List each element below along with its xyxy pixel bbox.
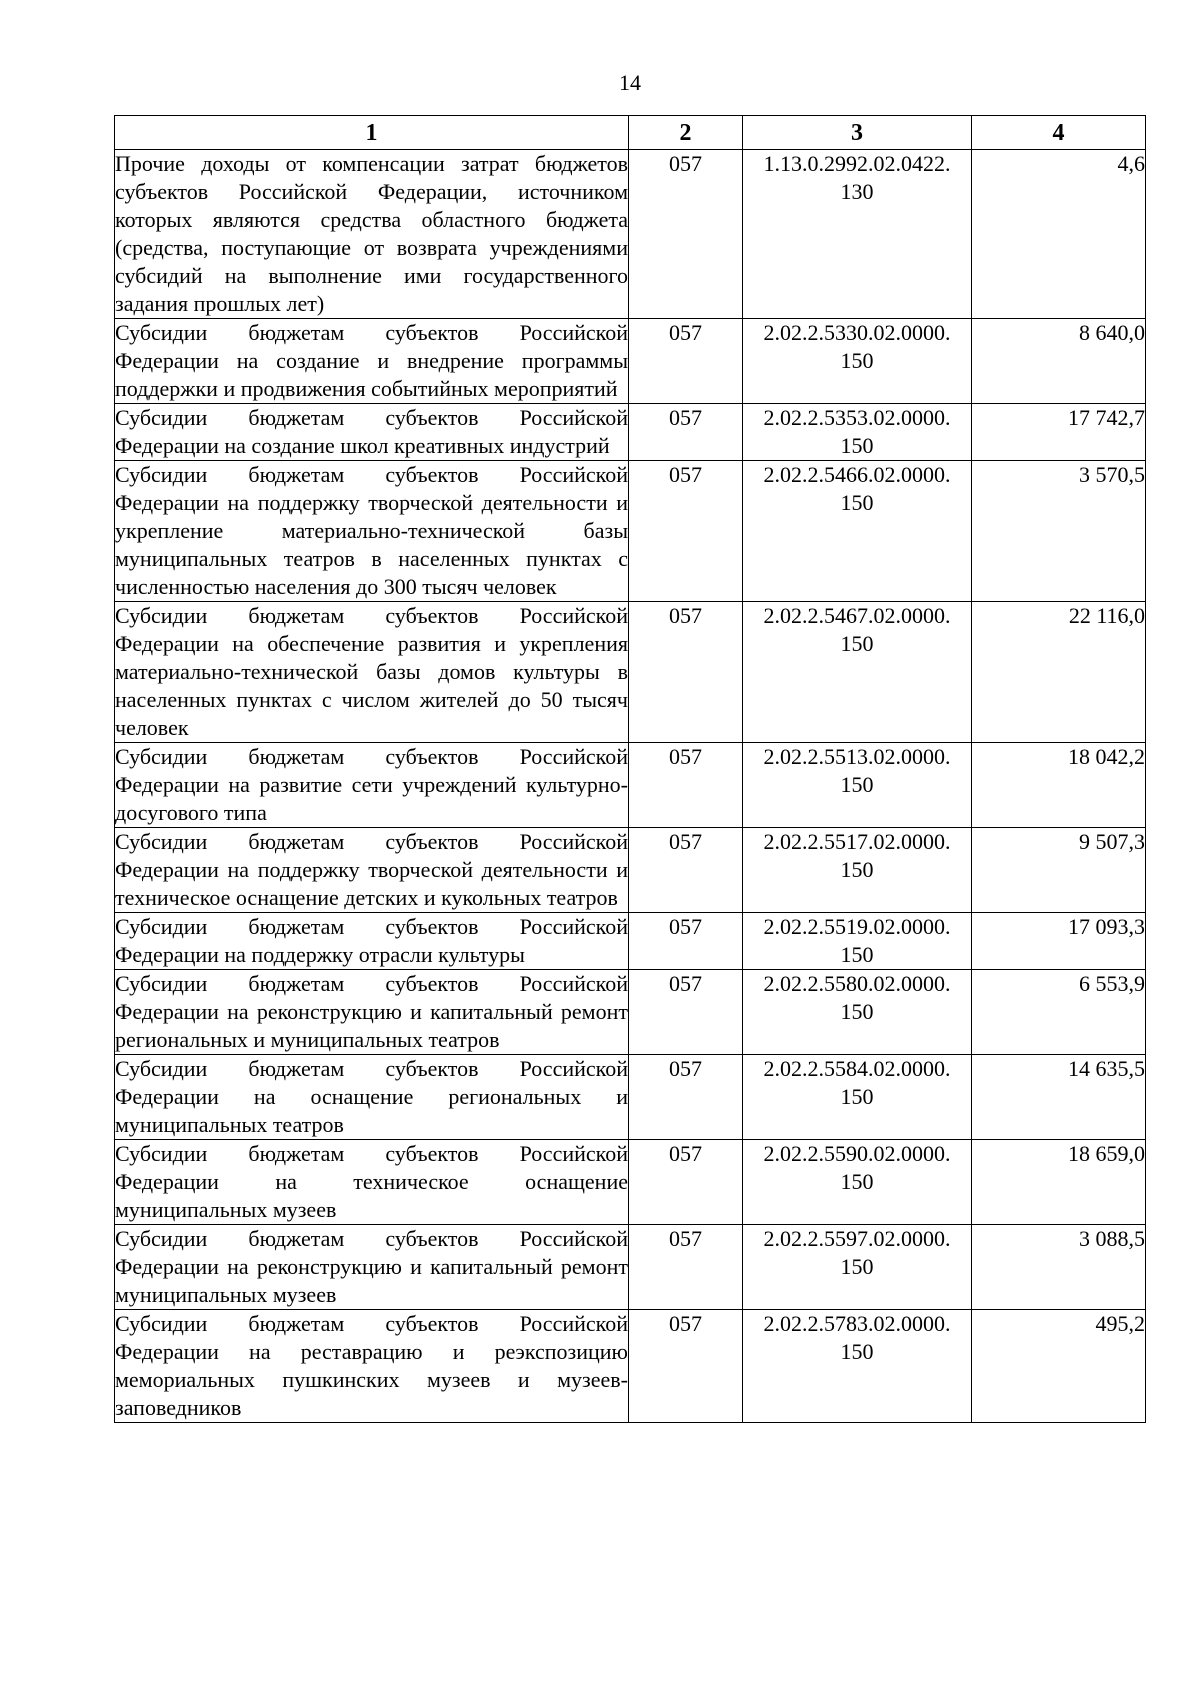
header-col-2: 2 [629, 116, 743, 150]
classification-code-cell [743, 150, 972, 319]
header-col-4: 4 [972, 116, 1146, 150]
table-row [115, 1140, 1146, 1225]
amount-cell: 8 640,0 [972, 319, 1146, 404]
classification-code-cell [743, 970, 972, 1055]
amount-cell: 14 635,5 [972, 1055, 1146, 1140]
classification-code-cell [743, 1055, 972, 1140]
admin-code-cell: 057 [629, 602, 743, 743]
amount-cell: 9 507,3 [972, 828, 1146, 913]
classification-code-line-1: 2.02.2.5466.02.0000. [763, 462, 951, 487]
classification-code-line-2: 150 [840, 433, 874, 458]
revenue-name-cell: Субсидии бюджетам субъектов Российской Федерации на техническое оснащение муниципальных музеев [115, 1140, 629, 1225]
classification-code-line-1: 2.02.2.5584.02.0000. [763, 1056, 951, 1081]
admin-code-cell: 057 [629, 743, 743, 828]
classification-code-cell [743, 1225, 972, 1310]
admin-code-cell: 057 [629, 913, 743, 970]
admin-code-cell: 057 [629, 461, 743, 602]
classification-code-line-2: 150 [840, 348, 874, 373]
classification-code-cell [743, 743, 972, 828]
classification-code-cell [743, 602, 972, 743]
revenue-name-cell: Субсидии бюджетам субъектов Российской Федерации на создание школ креативных индустрий [115, 404, 629, 461]
admin-code-cell: 057 [629, 970, 743, 1055]
classification-code-line-1: 2.02.2.5597.02.0000. [763, 1226, 951, 1251]
table-row [115, 404, 1146, 461]
table-body [115, 150, 1146, 1423]
table-row [115, 461, 1146, 602]
classification-code-cell [743, 1140, 972, 1225]
classification-code-line-1: 2.02.2.5517.02.0000. [763, 829, 951, 854]
classification-code-line-2: 150 [840, 772, 874, 797]
amount-cell: 4,6 [972, 150, 1146, 319]
admin-code-cell: 057 [629, 1055, 743, 1140]
amount-cell: 18 042,2 [972, 743, 1146, 828]
admin-code-cell: 057 [629, 150, 743, 319]
budget-table [114, 115, 1146, 1423]
classification-code-line-2: 150 [840, 490, 874, 515]
classification-code-line-2: 130 [840, 179, 874, 204]
classification-code-line-2: 150 [840, 857, 874, 882]
table-row [115, 913, 1146, 970]
page-number: 14 [619, 70, 641, 95]
classification-code-line-2: 150 [840, 1254, 874, 1279]
table-row [115, 970, 1146, 1055]
admin-code-cell: 057 [629, 1310, 743, 1423]
amount-cell: 22 116,0 [972, 602, 1146, 743]
classification-code-line-1: 2.02.2.5353.02.0000. [763, 405, 951, 430]
revenue-name-cell: Субсидии бюджетам субъектов Российской Федерации на обеспечение развития и укрепления материально-технической базы домов культуры в населенных пунктах с числом жителей до 50 тысяч человек [115, 602, 629, 743]
classification-code-cell [743, 913, 972, 970]
table-row [115, 319, 1146, 404]
revenue-name-cell: Субсидии бюджетам субъектов Российской Федерации на развитие сети учреждений культурно-досугового типа [115, 743, 629, 828]
classification-code-line-2: 150 [840, 1339, 874, 1364]
header-col-1: 1 [115, 116, 629, 150]
revenue-name-cell: Субсидии бюджетам субъектов Российской Федерации на реконструкцию и капитальный ремонт региональных и муниципальных театров [115, 970, 629, 1055]
table-row [115, 602, 1146, 743]
amount-cell: 6 553,9 [972, 970, 1146, 1055]
revenue-name-cell: Субсидии бюджетам субъектов Российской Федерации на реставрацию и реэкспозицию мемориальных пушкинских музеев и музеев-заповедников [115, 1310, 629, 1423]
amount-cell: 3 088,5 [972, 1225, 1146, 1310]
table-row [115, 828, 1146, 913]
table-header-row [115, 116, 1146, 150]
table-row [115, 1225, 1146, 1310]
classification-code-cell [743, 319, 972, 404]
classification-code-cell [743, 461, 972, 602]
revenue-name-cell: Субсидии бюджетам субъектов Российской Федерации на оснащение региональных и муниципальных театров [115, 1055, 629, 1140]
admin-code-cell: 057 [629, 404, 743, 461]
amount-cell: 3 570,5 [972, 461, 1146, 602]
header-col-3: 3 [743, 116, 972, 150]
amount-cell: 17 093,3 [972, 913, 1146, 970]
classification-code-line-1: 2.02.2.5330.02.0000. [763, 320, 951, 345]
classification-code-line-1: 2.02.2.5590.02.0000. [763, 1141, 951, 1166]
table-row [115, 1310, 1146, 1423]
classification-code-line-1: 2.02.2.5519.02.0000. [763, 914, 951, 939]
classification-code-line-1: 2.02.2.5580.02.0000. [763, 971, 951, 996]
classification-code-line-2: 150 [840, 999, 874, 1024]
revenue-name-cell: Субсидии бюджетам субъектов Российской Федерации на создание и внедрение программы поддержки и продвижения событийных мероприятий [115, 319, 629, 404]
classification-code-line-2: 150 [840, 942, 874, 967]
table-row [115, 743, 1146, 828]
table-row [115, 150, 1146, 319]
classification-code-line-1: 1.13.0.2992.02.0422. [763, 151, 951, 176]
classification-code-cell [743, 828, 972, 913]
amount-cell: 495,2 [972, 1310, 1146, 1423]
revenue-name-cell: Субсидии бюджетам субъектов Российской Федерации на поддержку отрасли культуры [115, 913, 629, 970]
revenue-name-cell: Субсидии бюджетам субъектов Российской Федерации на поддержку творческой деятельности и техническое оснащение детских и кукольных театров [115, 828, 629, 913]
admin-code-cell: 057 [629, 1140, 743, 1225]
classification-code-line-2: 150 [840, 631, 874, 656]
revenue-name-cell: Субсидии бюджетам субъектов Российской Федерации на поддержку творческой деятельности и укрепление материально-технической базы муниципальных театров в населенных пунктах с численностью населения до 300 тысяч человек [115, 461, 629, 602]
classification-code-line-1: 2.02.2.5783.02.0000. [763, 1311, 951, 1336]
revenue-name-cell: Прочие доходы от компенсации затрат бюджетов субъектов Российской Федерации, источником которых являются средства областного бюджета (средства, поступающие от возврата учреждениями субсидий на выполнение ими государственного задания прошлых лет) [115, 150, 629, 319]
revenue-name-cell: Субсидии бюджетам субъектов Российской Федерации на реконструкцию и капитальный ремонт муниципальных музеев [115, 1225, 629, 1310]
table-row [115, 1055, 1146, 1140]
admin-code-cell: 057 [629, 1225, 743, 1310]
admin-code-cell: 057 [629, 828, 743, 913]
classification-code-line-2: 150 [840, 1084, 874, 1109]
classification-code-cell [743, 1310, 972, 1423]
classification-code-cell [743, 404, 972, 461]
admin-code-cell: 057 [629, 319, 743, 404]
amount-cell: 18 659,0 [972, 1140, 1146, 1225]
classification-code-line-2: 150 [840, 1169, 874, 1194]
classification-code-line-1: 2.02.2.5467.02.0000. [763, 603, 951, 628]
classification-code-line-1: 2.02.2.5513.02.0000. [763, 744, 951, 769]
amount-cell: 17 742,7 [972, 404, 1146, 461]
